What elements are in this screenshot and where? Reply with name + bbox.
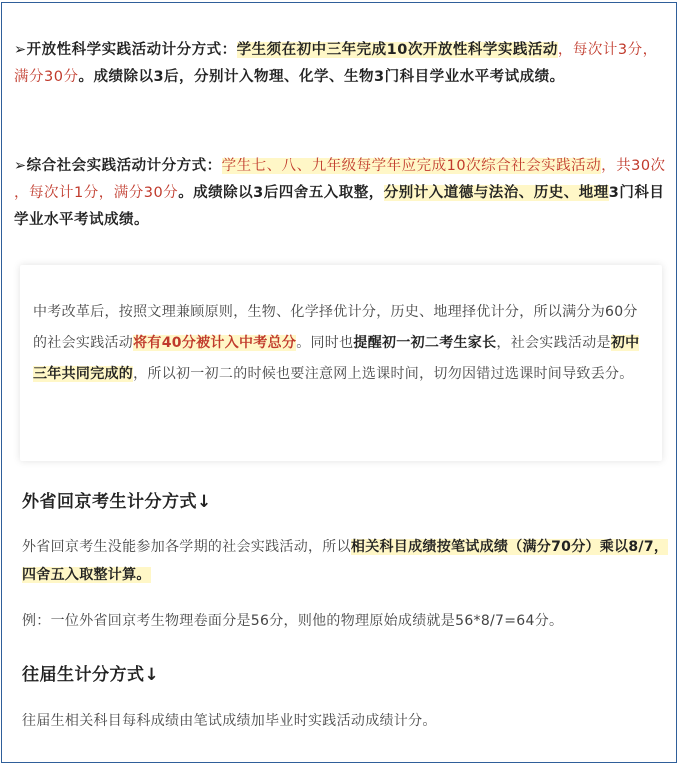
example-paragraph: 例：一位外省回京考生物理卷面分是56分，则他的物理原始成绩就是56*8/7=64分。 (22, 613, 564, 629)
previous-graduates-paragraph: 往届生相关科目每科成绩由笔试成绩加毕业时实践活动成绩计分。 (22, 713, 437, 729)
reform-note-part4: ，所以初一初二的时候也要注意网上选课时间，切勿因错过选课时间导致丢分。 (133, 366, 634, 382)
reform-note-red: 将有40分被计入中考总分 (133, 335, 297, 351)
social-activity-score: ，共30次 ，每次计1分，满分30分 (14, 158, 666, 201)
reform-note-part1: 中考改革后，按照文理兼顾原则，生物、化学择优计分，历史、地理择优计分，所以满分为60分的社会实践活动 (33, 304, 638, 351)
science-activity-paragraph (14, 37, 670, 91)
reform-note-part2: 。同时也 (296, 335, 354, 351)
reform-note-part3: ，社会实践活动是 (496, 335, 611, 351)
science-activity-tail: 。成绩除以3后，分别计入物理、化学、生物3门科目学业水平考试成绩。 (78, 69, 565, 85)
heading-returning-students: 外省回京考生计分方式↓ (22, 492, 212, 512)
science-activity-lead: ➢开放性科学实践活动计分方式： (14, 42, 237, 58)
reform-note-highlight: 初中三年共同完成的 (33, 335, 640, 382)
reform-note-bold: 提醒初一初二考生家长 (353, 335, 497, 351)
science-activity-score: 每次计3分，满分30分 (14, 42, 658, 85)
science-activity-sep: ， (557, 42, 573, 58)
social-activity-lead: ➢综合社会实践活动计分方式： (14, 158, 222, 174)
heading-previous-graduates: 往届生计分方式↓ (22, 665, 160, 685)
social-activity-highlight: 学生七、八、九年级每学年应完成10次综合社会实践活动 (221, 158, 602, 174)
social-activity-tail1: 。成绩除以3后四舍五入取整， (178, 185, 384, 201)
reform-note-card (20, 265, 662, 461)
social-activity-subjects: 分别计入道德与法治、历史、地理 (383, 185, 609, 201)
returning-students-part1: 外省回京考生没能参加各学期的社会实践活动，所以 (22, 539, 351, 555)
social-activity-tail2: 3门科目学业水平考试成绩。 (14, 185, 665, 228)
returning-students-paragraph (22, 533, 670, 589)
science-activity-highlight: 学生须在初中三年完成10次开放性科学实践活动 (236, 42, 558, 58)
reform-note-text (33, 297, 651, 390)
returning-students-highlight: 相关科目成绩按笔试成绩（满分70分）乘以8/7，四舍五入取整计算。 (22, 539, 669, 583)
article-frame (1, 2, 677, 763)
social-activity-paragraph (14, 153, 670, 234)
